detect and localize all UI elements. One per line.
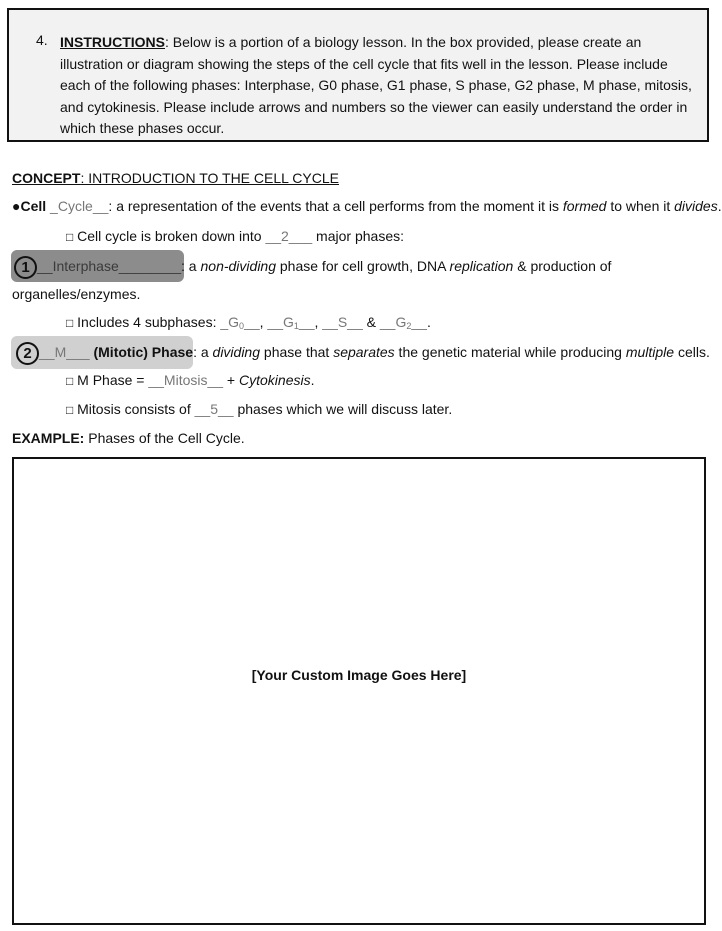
image-placeholder-text: [Your Custom Image Goes Here]	[251, 667, 467, 683]
concept-title: : INTRODUCTION TO THE CELL CYCLE	[80, 170, 339, 186]
cell-definition-text: : a representation of the events that a cell performs from the moment it is	[108, 198, 563, 214]
bullet-icon: ●	[12, 198, 21, 214]
non-dividing-word: non-dividing	[200, 258, 276, 275]
m-phase-text-2: phase that	[260, 344, 334, 361]
major-phases-line	[66, 228, 404, 244]
cell-cycle-definition	[12, 198, 722, 214]
subphase-g2-text: __G	[379, 314, 407, 330]
interphase-text-3: & production of	[513, 258, 612, 275]
dividing-word: dividing	[212, 344, 261, 361]
subphases-text: Includes 4 subphases:	[73, 314, 221, 330]
instructions-label: INSTRUCTIONS	[60, 34, 165, 50]
m-equation-text: M Phase =	[73, 372, 149, 388]
cell-definition-text-2: to when it	[606, 198, 675, 214]
separates-word: separates	[333, 344, 395, 361]
image-drop-area[interactable]	[12, 457, 706, 925]
instructions-box	[7, 8, 709, 142]
interphase-line	[14, 256, 611, 279]
m-phase-equation	[66, 372, 315, 388]
subphase-g1	[267, 314, 314, 330]
divides-word: divides	[674, 198, 718, 214]
step-2-circle: 2	[16, 342, 39, 365]
checkbox-icon: □	[66, 316, 74, 330]
checkbox-icon: □	[66, 374, 74, 388]
m-phase-text-3: the genetic material while producing	[394, 344, 626, 361]
concept-label: CONCEPT	[12, 170, 81, 186]
interphase-text: : a	[181, 258, 201, 275]
subphases-line	[66, 314, 431, 331]
instructions-body: : Below is a portion of a biology lesson. In the box provided, please create an illustration or diagram showing the steps of the cell cycle that fits well in the lesson. Please include each of the following phases: Interphase, G0 phase, G1 phase, S phase, G2 phase, M phase, mitosis, and cytokinesis. Please include arrows and numbers so the viewer can easily understand the order in which these phases occur.	[60, 34, 692, 136]
cell-definition-end: .	[717, 198, 722, 214]
cell-blank-answer: _Cycle__	[46, 198, 109, 214]
checkbox-icon: □	[66, 230, 74, 244]
m-phase-text-4: cells.	[674, 344, 710, 361]
subphase-g2-sub: 2	[406, 321, 412, 331]
subphase-g0-tail: __	[244, 314, 260, 330]
subphase-g1-tail: __	[298, 314, 315, 330]
mitosis-blank: __Mitosis__	[148, 372, 224, 388]
major-phases-text-2: major phases:	[312, 228, 404, 244]
formed-word: formed	[562, 198, 607, 214]
subphase-s	[322, 314, 362, 330]
subphase-g0-sub: 0	[239, 321, 245, 331]
subphase-g0-text: _G	[220, 314, 240, 330]
plus-text: +	[223, 372, 240, 388]
replication-word: replication	[449, 258, 514, 275]
mitosis-text: Mitosis consists of	[73, 401, 195, 417]
multiple-word: multiple	[625, 344, 675, 361]
m-phase-text: : a	[193, 344, 213, 361]
subphase-g2-tail: __	[411, 314, 427, 330]
example-text: Phases of the Cell Cycle.	[84, 430, 245, 446]
ampersand: &	[362, 314, 380, 330]
m-phase-blank: __M___	[39, 344, 90, 361]
interphase-blank: __Interphase________	[37, 258, 182, 275]
mitotic-phase-label: (Mitotic) Phase	[89, 344, 194, 361]
cytokinesis-word: Cytokinesis	[239, 372, 311, 388]
subphase-s-text: __S__	[322, 314, 363, 330]
interphase-text-2: phase for cell growth, DNA	[276, 258, 450, 275]
major-phases-blank: __2___	[265, 228, 313, 244]
concept-heading	[12, 170, 339, 186]
checkbox-icon: □	[66, 403, 74, 417]
mitosis-phases-line	[66, 401, 452, 417]
question-number: 4.	[36, 32, 48, 48]
example-heading	[12, 430, 245, 446]
subphases-end: .	[426, 314, 431, 330]
mitosis-text-2: phases which we will discuss later.	[233, 401, 453, 417]
major-phases-text: Cell cycle is broken down into	[73, 228, 266, 244]
subphase-g1-sub: 1	[293, 321, 299, 331]
separator: ,	[314, 314, 323, 330]
subphase-g2	[380, 314, 427, 330]
subphase-g1-text: __G	[267, 314, 294, 330]
subphase-g0	[220, 314, 259, 330]
m-equation-end: .	[310, 372, 315, 388]
example-label: EXAMPLE:	[12, 430, 85, 446]
mitosis-phases-blank: __5__	[194, 401, 234, 417]
cell-term: Cell	[20, 198, 47, 214]
separator: ,	[259, 314, 268, 330]
m-phase-line	[16, 342, 710, 365]
instructions-text-block	[60, 32, 700, 140]
step-1-circle: 1	[14, 256, 37, 279]
interphase-continuation: organelles/enzymes.	[12, 286, 141, 302]
